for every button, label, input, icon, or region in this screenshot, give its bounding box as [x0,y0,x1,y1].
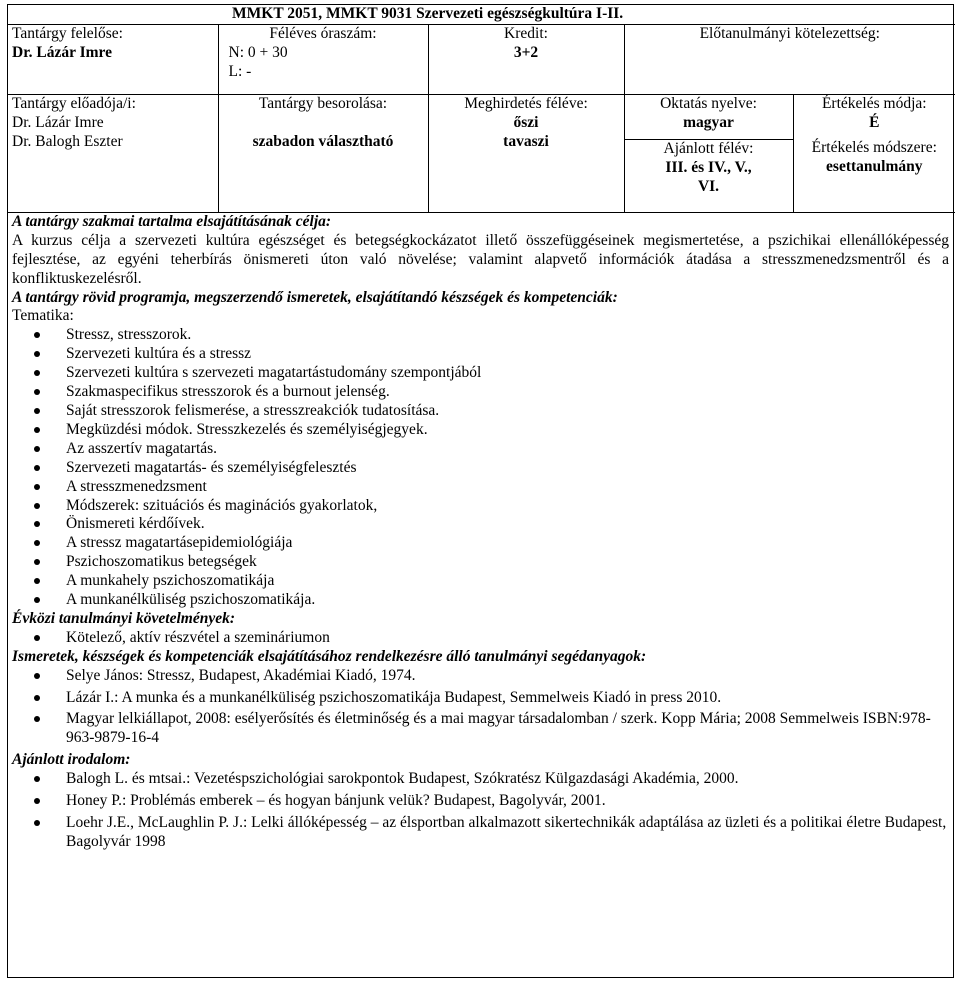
irodalom-heading: Ajánlott irodalom: [12,751,131,769]
irodalom-list [12,770,949,852]
bullet-icon [34,370,40,376]
list-item [66,792,949,811]
oraszam-cell [218,24,428,94]
bullet-icon [34,427,40,433]
bullet-icon [34,503,40,509]
list-item-text: A stresszmenedzsment [66,477,207,495]
list-item [66,459,949,478]
besorolas-cell [218,94,428,212]
course-body [8,213,953,852]
bullet-icon [34,521,40,527]
course-sheet [7,4,954,978]
ertekeles-modszere-block [794,139,956,177]
felelos-cell [8,24,218,94]
nyelv-block [625,95,793,140]
program-heading: A tantárgy rövid programja, megszerzendő ismeretek, elsajátítandó készségek és kompetenciák: [12,288,618,306]
list-item-text: Önismereti kérdőívek. [66,515,205,533]
list-item [66,629,949,648]
bullet-icon [34,389,40,395]
list-item-text: A munkahely pszichoszomatikája [66,572,275,590]
list-item-text: Honey P.: Problémás emberek – és hogyan bánjunk velük? Budapest, Bagolyvár, 2001. [66,792,606,810]
bullet-icon [34,695,40,701]
ertekeles-modja-block [794,95,956,139]
meghirdetes-1: őszi [513,113,539,131]
list-item-text: Loehr J.E., McLaughlin P. J.: Lelki állóképesség – az élsportban alkalmazott sikertechnikák adaptálása az üzleti és a politikai életre Budapest, Bagolyvár 1998 [66,814,947,850]
bullet-icon [34,820,40,826]
felelos-label: Tantárgy felelőse: [12,24,123,42]
besorolas-value: szabadon választható [252,132,394,150]
list-item [66,814,949,852]
eloadoja-2: Dr. Balogh Eszter [12,132,123,150]
elotanulmanyi-label: Előtanulmányi kötelezettség: [699,24,880,42]
kredit-cell [428,24,624,94]
ertekeles-modszere-label: Értékelés módszere: [811,138,937,156]
list-item-text: Lázár I.: A munka és a munkanélküliség pszichoszomatikája Budapest, Semmelweis Kiadó in press 2010. [66,688,722,706]
bullet-icon [34,635,40,641]
list-item [66,534,949,553]
oraszam-label: Féléves óraszám: [269,24,377,42]
kovetelmenyek-heading: Évközi tanulmányi követelmények: [12,609,236,627]
list-item-text: Szervezeti magatartás- és személyiségfelesztés [66,458,357,476]
list-item-text: Stressz, stresszorok. [66,326,192,344]
list-item-text: A munkanélküliség pszichoszomatikája. [66,591,316,609]
list-item-text: Megküzdési módok. Stresszkezelés és személyiségjegyek. [66,420,428,438]
list-item [66,345,949,364]
elotanulmanyi-cell [624,24,955,94]
oraszam-l: L: - [228,62,252,80]
list-item [66,515,949,534]
ertekeles-modszere-value: esettanulmány [826,157,923,175]
eloadoja-cell [8,94,218,212]
ertekeles-modja-value: É [869,113,880,131]
list-item-text: Szakmaspecifikus stresszorok és a burnout jelenség. [66,383,390,401]
list-item [66,497,949,516]
list-item-text: Az asszertív magatartás. [66,439,218,457]
list-item [66,553,949,572]
list-item [66,667,949,686]
list-item [66,440,949,459]
besorolas-label: Tantárgy besorolása: [258,94,388,112]
bullet-icon [34,351,40,357]
bullet-icon [34,446,40,452]
list-item [66,364,949,383]
list-item [66,421,949,440]
eloadoja-label: Tantárgy előadója/i: [12,94,136,112]
kovetelmenyek-list [12,629,949,648]
ajanlott-block [625,140,793,197]
bullet-icon [34,540,40,546]
list-item-text: Magyar lelkiállapot, 2008: esélyerősítés és életminőség és a mai magyar társadalomban / szerk. Kopp Mária; 2008 Semmelweis ISBN:978-963-9879-16-4 [66,710,931,747]
course-header-table [8,5,955,213]
bullet-icon [34,484,40,490]
list-item-text: Pszichoszomatikus betegségek [66,553,257,571]
list-item-text: Balogh L. és mtsai.: Vezetéspszichológiai sarokpontok Budapest, Szókratész Külgazdasági Akadémia, 2000. [66,770,739,788]
nyelv-label: Oktatás nyelve: [660,94,757,112]
bullet-icon [34,408,40,414]
nyelv-ajanlott-cell [624,94,793,212]
list-item-text: Kötelező, aktív részvétel a szemináriumon [66,628,330,646]
list-item-text: Szervezeti kultúra és a stressz [66,345,252,363]
bullet-icon [34,332,40,338]
course-title: MMKT 2051, MMKT 9031 Szervezeti egészségkultúra I-II. [8,5,955,24]
list-item-text: Saját stresszorok felismerése, a stresszreakciók tudatosítása. [66,401,440,419]
bullet-icon [34,716,40,722]
oraszam-n: N: 0 + 30 [228,43,288,61]
bullet-icon [34,465,40,471]
ertekeles-modja-label: Értékelés módja: [821,94,927,112]
ajanlott-value: III. és IV., V., VI. [665,158,752,195]
list-item [66,770,949,789]
ajanlott-label: Ajánlott félév: [663,139,754,157]
bullet-icon [34,673,40,679]
bullet-icon [34,559,40,565]
segedanyagok-list [12,667,949,749]
felelos-name: Dr. Lázár Imre [12,43,113,61]
tematika-label: Tematika: [12,307,74,325]
meghirdetes-cell [428,94,624,212]
program-list [12,326,949,610]
eloadoja-1: Dr. Lázár Imre [12,113,104,131]
nyelv-value: magyar [683,113,734,131]
kredit-value: 3+2 [513,43,539,61]
list-item [66,572,949,591]
list-item-text: Módszerek: szituációs és maginációs gyakorlatok, [66,496,378,514]
list-item [66,326,949,345]
meghirdetes-2: tavaszi [503,132,549,150]
list-item [66,383,949,402]
cel-text: A kurzus célja a szervezeti kultúra egészséget és betegségkockázatot illető összefüggéseinek megismertetése, a pszichikai ellenállóképesség fejlesztése, az egyéni teherbírás önismereti úton való növelése; valamint alapvető információk átadása a stresszmenedzsmentről és a konfliktuskezelésről. [12,231,949,287]
kredit-label: Kredit: [504,24,548,42]
segedanyagok-heading: Ismeretek, készségek és kompetenciák elsajátításához rendelkezésre álló tanulmányi segédanyagok: [12,647,647,665]
bullet-icon [34,578,40,584]
list-item [66,591,949,610]
cel-heading: A tantárgy szakmai tartalma elsajátításának célja: [12,212,332,230]
meghirdetes-label: Meghirdetés féléve: [464,94,588,112]
list-item-text: Selye János: Stressz, Budapest, Akadémiai Kiadó, 1974. [66,666,416,684]
list-item [66,478,949,497]
list-item [66,689,949,708]
list-item [66,710,949,748]
bullet-icon [34,597,40,603]
bullet-icon [34,776,40,782]
list-item-text: Szervezeti kultúra s szervezeti magatartástudomány szempontjából [66,364,482,382]
list-item [66,402,949,421]
ertekeles-cell [793,94,955,212]
bullet-icon [34,798,40,804]
list-item-text: A stressz magatartásepidemiológiája [66,534,293,552]
